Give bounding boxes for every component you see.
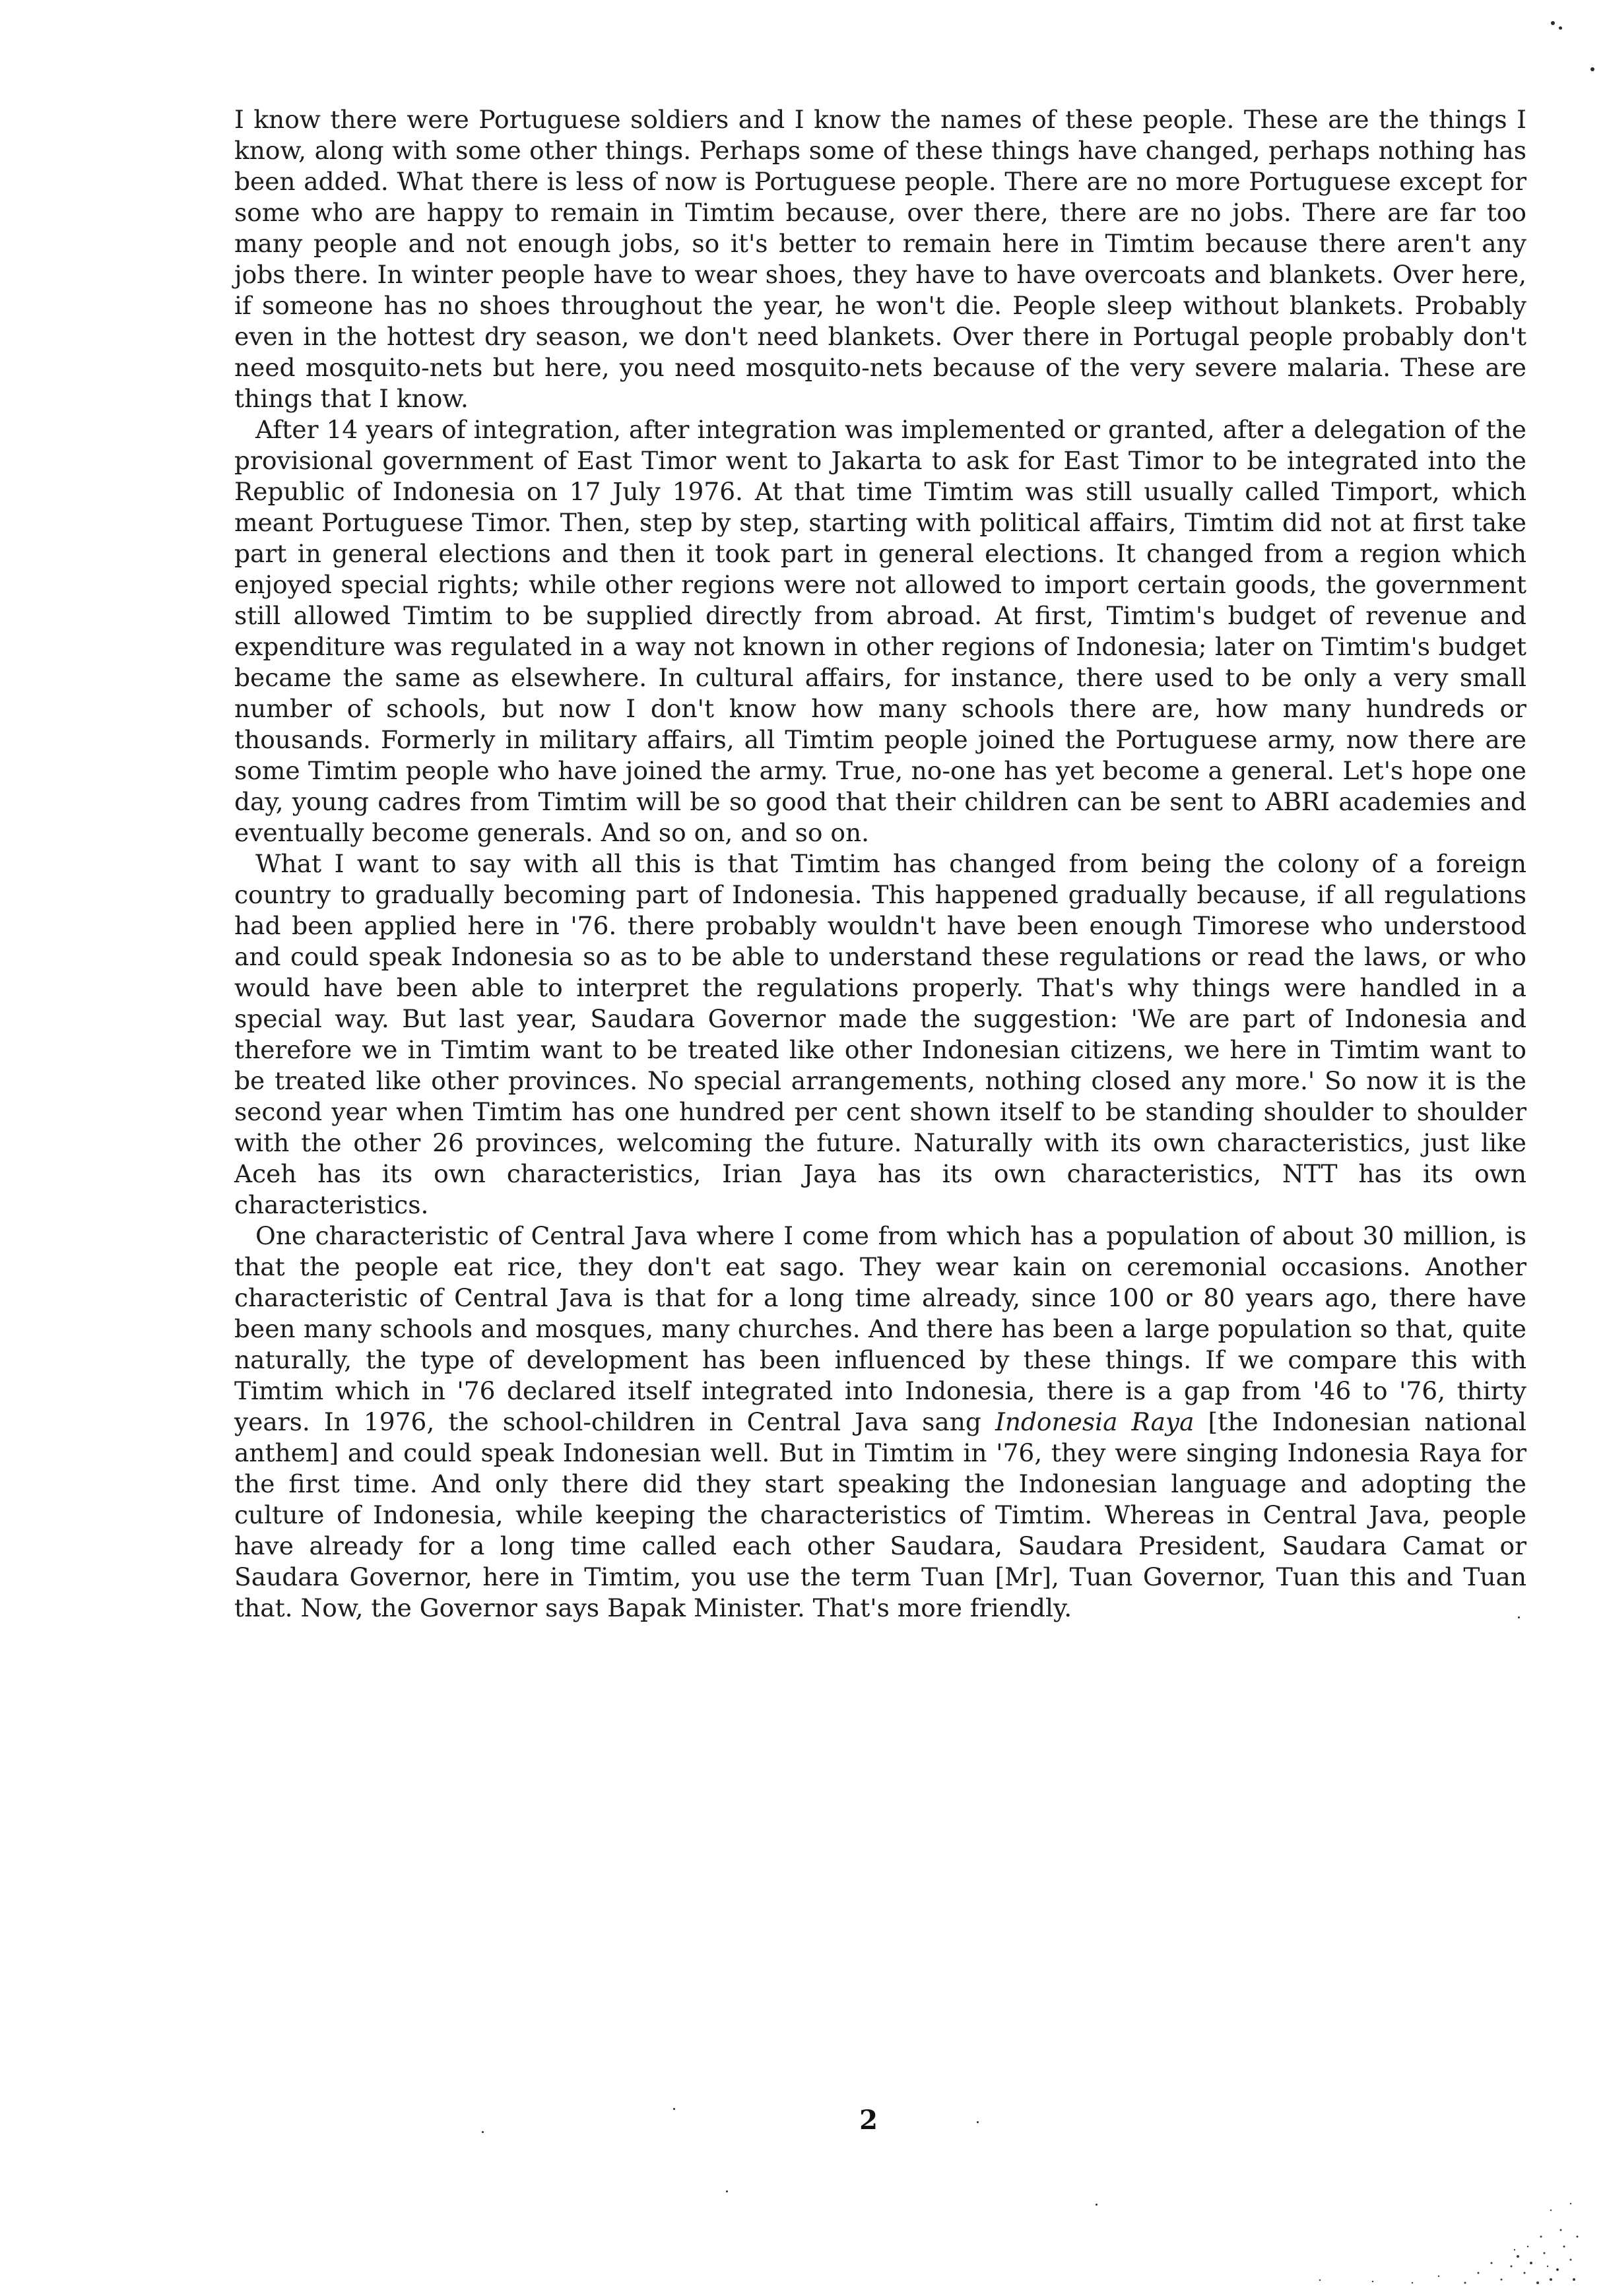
scan-speck: [1559, 26, 1562, 30]
scan-speck: [482, 2131, 484, 2133]
paragraph-2: After 14 years of integration, after integration was implemented or granted, after a delegation of the provisional government of East Timor went to Jakarta to ask for East Timor to be integrated into the Republic of Indonesia on 17 July 1976. At that time Timtim was still usually called Timport, which meant Portuguese Timor. Then, step by step, starting with political affairs, Timtim did not at first take part in general elections and then it took part in general elections. It changed from a region which enjoyed special rights; while other regions were not allowed to import certain goods, the government still allowed Timtim to be supplied directly from abroad. At first, Timtim's budget of revenue and expenditure was regulated in a way not known in other regions of Indonesia; later on Timtim's budget became the same as elsewhere. In cultural affairs, for instance, there used to be only a very small number of schools, but now I don't know how many schools there are, how many hundreds or thousands. Formerly in military affairs, all Timtim people joined the Portuguese army, now there are some Timtim people who have joined the army. True, no-one has yet become a general. Let's hope one day, young cadres from Timtim will be so good that their children can be sent to ABRI academies and eventually become generals. And so on, and so on.: [234, 415, 1526, 847]
paragraph-4-text-a: One characteristic of Central Java where I come from which has a population of about 30 million, is that the people eat rice, they don't eat sago. They wear kain on ceremonial occasions. Another characteristic of Central Java is that for a long time already, since 100 or 80 years ago, there have been many schools and mosques, many churches. And there has been a large population so that, quite naturally, the type of development has been influenced by these things. If we compare this with Timtim which in '76 declared itself integrated into Indonesia, there is a gap from '46 to '76, thirty years. In 1976, the school-children in Central Java sang: [234, 1221, 1526, 1436]
scan-speck: [673, 2108, 675, 2110]
scan-speck: [1551, 21, 1555, 25]
paragraph-1: I know there were Portuguese soldiers and I know the names of these people. These are the things I know, along with some other things. Perhaps some of these things have changed, perhaps nothing has been added. What there is less of now is Portuguese people. There are no more Portuguese except for some who are happy to remain in Timtim because, over there, there are no jobs. There are far too many people and not enough jobs, so it's better to remain here in Timtim because there aren't any jobs there. In winter people have to wear shoes, they have to have overcoats and blankets. Over here, if someone has no shoes throughout the year, he won't die. People sleep without blankets. Probably even in the hottest dry season, we don't need blankets. Over there in Portugal people probably don't need mosquito-nets but here, you need mosquito-nets because of the very severe malaria. These are things that I know.: [234, 105, 1526, 413]
scan-speck: [977, 2121, 979, 2123]
body-text: [234, 104, 1526, 1624]
scan-speck: [1096, 2204, 1097, 2206]
scan-speck: [1590, 67, 1594, 71]
scan-noise: [1241, 2131, 1584, 2289]
paragraph-4-text-b: [the Indonesian national anthem] and could speak Indonesian well. But in Timtim in '76, they were singing Indonesia Raya for the first time. And only there did they start speaking the Indonesian language and adopting the culture of Indonesia, while keeping the characteristics of Timtim. Whereas in Central Java, people have already for a long time called each other Saudara, Saudara President, Saudara Camat or Saudara Governor, here in Timtim, you use the term Tuan [Mr], Tuan Governor, Tuan this and Tuan that. Now, the Governor says Bapak Minister. That's more friendly.: [234, 1407, 1526, 1622]
anthem-title: Indonesia Raya: [995, 1407, 1195, 1436]
scan-speck: [726, 2190, 728, 2192]
page-number: 2: [859, 2105, 878, 2136]
paragraph-3: What I want to say with all this is that Timtim has changed from being the colony of a foreign country to gradually becoming part of Indonesia. This happened gradually because, if all regulations had been applied here in '76. there probably wouldn't have been enough Timorese who understood and could speak Indonesia so as to be able to understand these regulations or read the laws, or who would have been able to interpret the regulations properly. That's why things were handled in a special way. But last year, Saudara Governor made the suggestion: 'We are part of Indonesia and therefore we in Timtim want to be treated like other Indonesian citizens, we here in Timtim want to be treated like other provinces. No special arrangements, nothing closed any more.' So now it is the second year when Timtim has one hundred per cent shown itself to be standing shoulder to shoulder with the other 26 provinces, welcoming the future. Naturally with its own characteristics, just like Aceh has its own characteristics, Irian Jaya has its own characteristics, NTT has its own characteristics.: [234, 849, 1526, 1219]
paragraph-4: [234, 1221, 1526, 1624]
scan-speck: [1518, 1616, 1520, 1618]
